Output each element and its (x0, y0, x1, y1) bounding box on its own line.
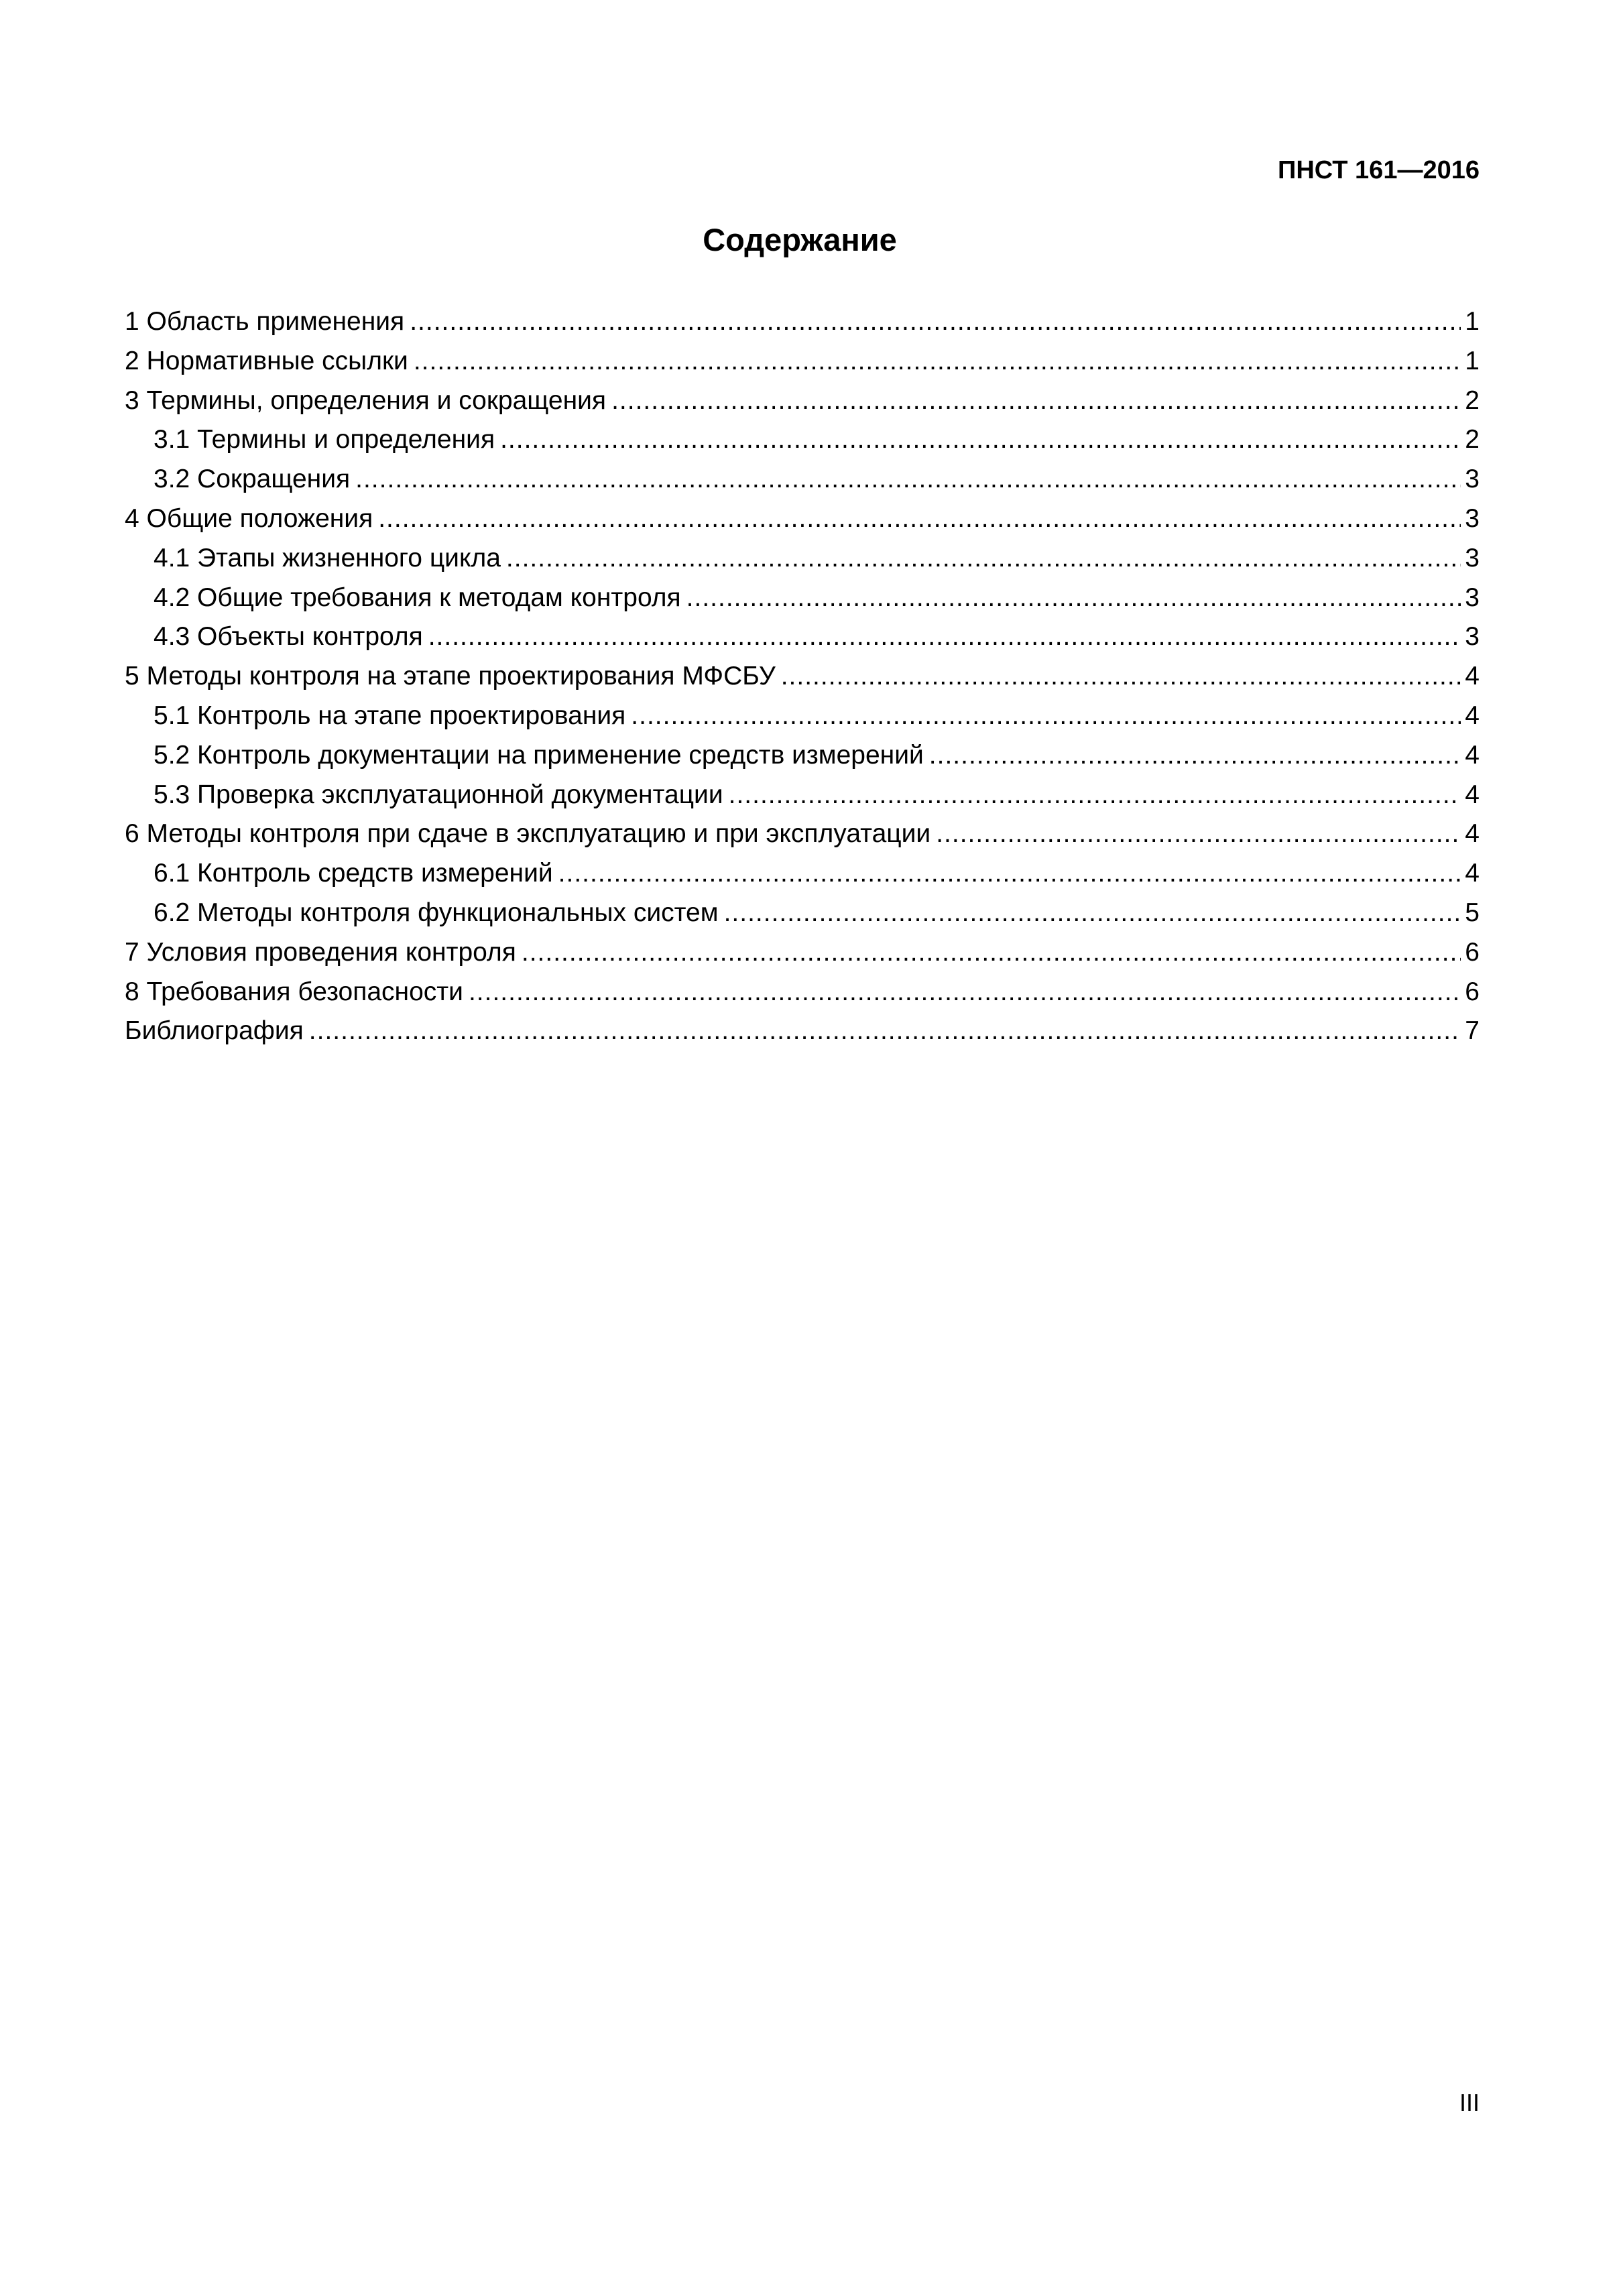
toc-entry[interactable] (125, 894, 1480, 933)
toc-entry-label: 3 Термины, определения и сокращения (125, 385, 607, 415)
toc-dot-leader (522, 933, 1461, 973)
toc-entry-label: 5 Методы контроля на этапе проектирования МФСБУ (125, 662, 776, 691)
toc-entry-label: 5.3 Проверка эксплуатационной документации (154, 780, 723, 809)
toc-entry-label: 4 Общие положения (125, 503, 373, 533)
toc-entry-page: 4 (1465, 859, 1480, 888)
toc-dot-leader (378, 499, 1461, 539)
toc-entry-page: 4 (1465, 701, 1480, 730)
toc-entry-page: 3 (1465, 465, 1480, 494)
toc-entry[interactable] (125, 657, 1480, 697)
toc-entry[interactable] (125, 933, 1480, 973)
toc-dot-leader (500, 420, 1461, 460)
toc-entry[interactable] (125, 854, 1480, 894)
toc-entry-label: Библиография (125, 1016, 304, 1046)
page-title: Содержание (703, 222, 897, 257)
toc-entry-page: 4 (1465, 662, 1480, 691)
toc-entry-page: 6 (1465, 937, 1480, 967)
toc-entry-page: 3 (1465, 583, 1480, 612)
toc-entry-page: 4 (1465, 780, 1480, 809)
toc-entry[interactable] (125, 381, 1480, 421)
toc-dot-leader (414, 342, 1461, 381)
toc-entry[interactable] (125, 973, 1480, 1012)
toc-dot-leader (309, 1012, 1461, 1051)
toc-entry-label: 4.1 Этапы жизненного цикла (154, 543, 501, 572)
toc-entry-page: 7 (1465, 1016, 1480, 1046)
toc-entry-label: 7 Условия проведения контроля (125, 937, 516, 967)
page-number: III (1459, 2089, 1480, 2116)
toc-entry-page: 1 (1465, 307, 1480, 336)
toc-dot-leader (686, 579, 1461, 618)
toc-entry-page: 4 (1465, 819, 1480, 849)
toc-entry[interactable] (125, 617, 1480, 657)
toc-entry-label: 6.2 Методы контроля функциональных систем (154, 898, 719, 927)
toc-entry-label: 6.1 Контроль средств измерений (154, 859, 553, 888)
toc-entry[interactable] (125, 736, 1480, 776)
toc-entry[interactable] (125, 460, 1480, 499)
toc-entry-page: 3 (1465, 622, 1480, 652)
toc-entry[interactable] (125, 1012, 1480, 1051)
toc-entry-page: 4 (1465, 740, 1480, 770)
toc-entry-label: 1 Область применения (125, 307, 405, 336)
toc-entry[interactable] (125, 697, 1480, 736)
toc-entry-page: 3 (1465, 543, 1480, 572)
toc-entry[interactable] (125, 776, 1480, 815)
toc-entry-page: 3 (1465, 503, 1480, 533)
toc-dot-leader (631, 697, 1461, 736)
toc-dot-leader (506, 539, 1461, 579)
toc-dot-leader (724, 894, 1461, 933)
toc-entry[interactable] (125, 499, 1480, 539)
toc-entry[interactable] (125, 420, 1480, 460)
toc-entry-page: 2 (1465, 385, 1480, 415)
toc-dot-leader (729, 776, 1461, 815)
toc-entry-page: 1 (1465, 346, 1480, 375)
document-code: ПНСТ 161—2016 (1278, 156, 1480, 184)
table-of-contents (125, 302, 1480, 1051)
toc-entry-label: 5.2 Контроль документации на применение средств измерений (154, 740, 924, 770)
toc-entry[interactable] (125, 579, 1480, 618)
toc-dot-leader (428, 617, 1461, 657)
toc-entry-label: 3.1 Термины и определения (154, 425, 495, 455)
toc-entry-label: 4.3 Объекты контроля (154, 622, 423, 652)
toc-dot-leader (781, 657, 1461, 697)
toc-entry-page: 2 (1465, 425, 1480, 455)
toc-entry-label: 8 Требования безопасности (125, 977, 463, 1006)
toc-dot-leader (936, 814, 1461, 854)
toc-entry-label: 3.2 Сокращения (154, 465, 351, 494)
toc-dot-leader (611, 381, 1461, 421)
toc-entry-page: 6 (1465, 977, 1480, 1006)
toc-dot-leader (469, 973, 1461, 1012)
toc-entry-label: 6 Методы контроля при сдаче в эксплуатацию и при эксплуатации (125, 819, 931, 849)
toc-dot-leader (558, 854, 1461, 894)
toc-entry-label: 4.2 Общие требования к методам контроля (154, 583, 681, 612)
toc-entry[interactable] (125, 539, 1480, 579)
toc-entry[interactable] (125, 302, 1480, 342)
toc-dot-leader (355, 460, 1461, 499)
toc-dot-leader (410, 302, 1461, 342)
toc-entry-page: 5 (1465, 898, 1480, 927)
toc-entry-label: 5.1 Контроль на этапе проектирования (154, 701, 626, 730)
toc-entry[interactable] (125, 814, 1480, 854)
toc-entry[interactable] (125, 342, 1480, 381)
toc-entry-label: 2 Нормативные ссылки (125, 346, 408, 375)
toc-dot-leader (929, 736, 1461, 776)
